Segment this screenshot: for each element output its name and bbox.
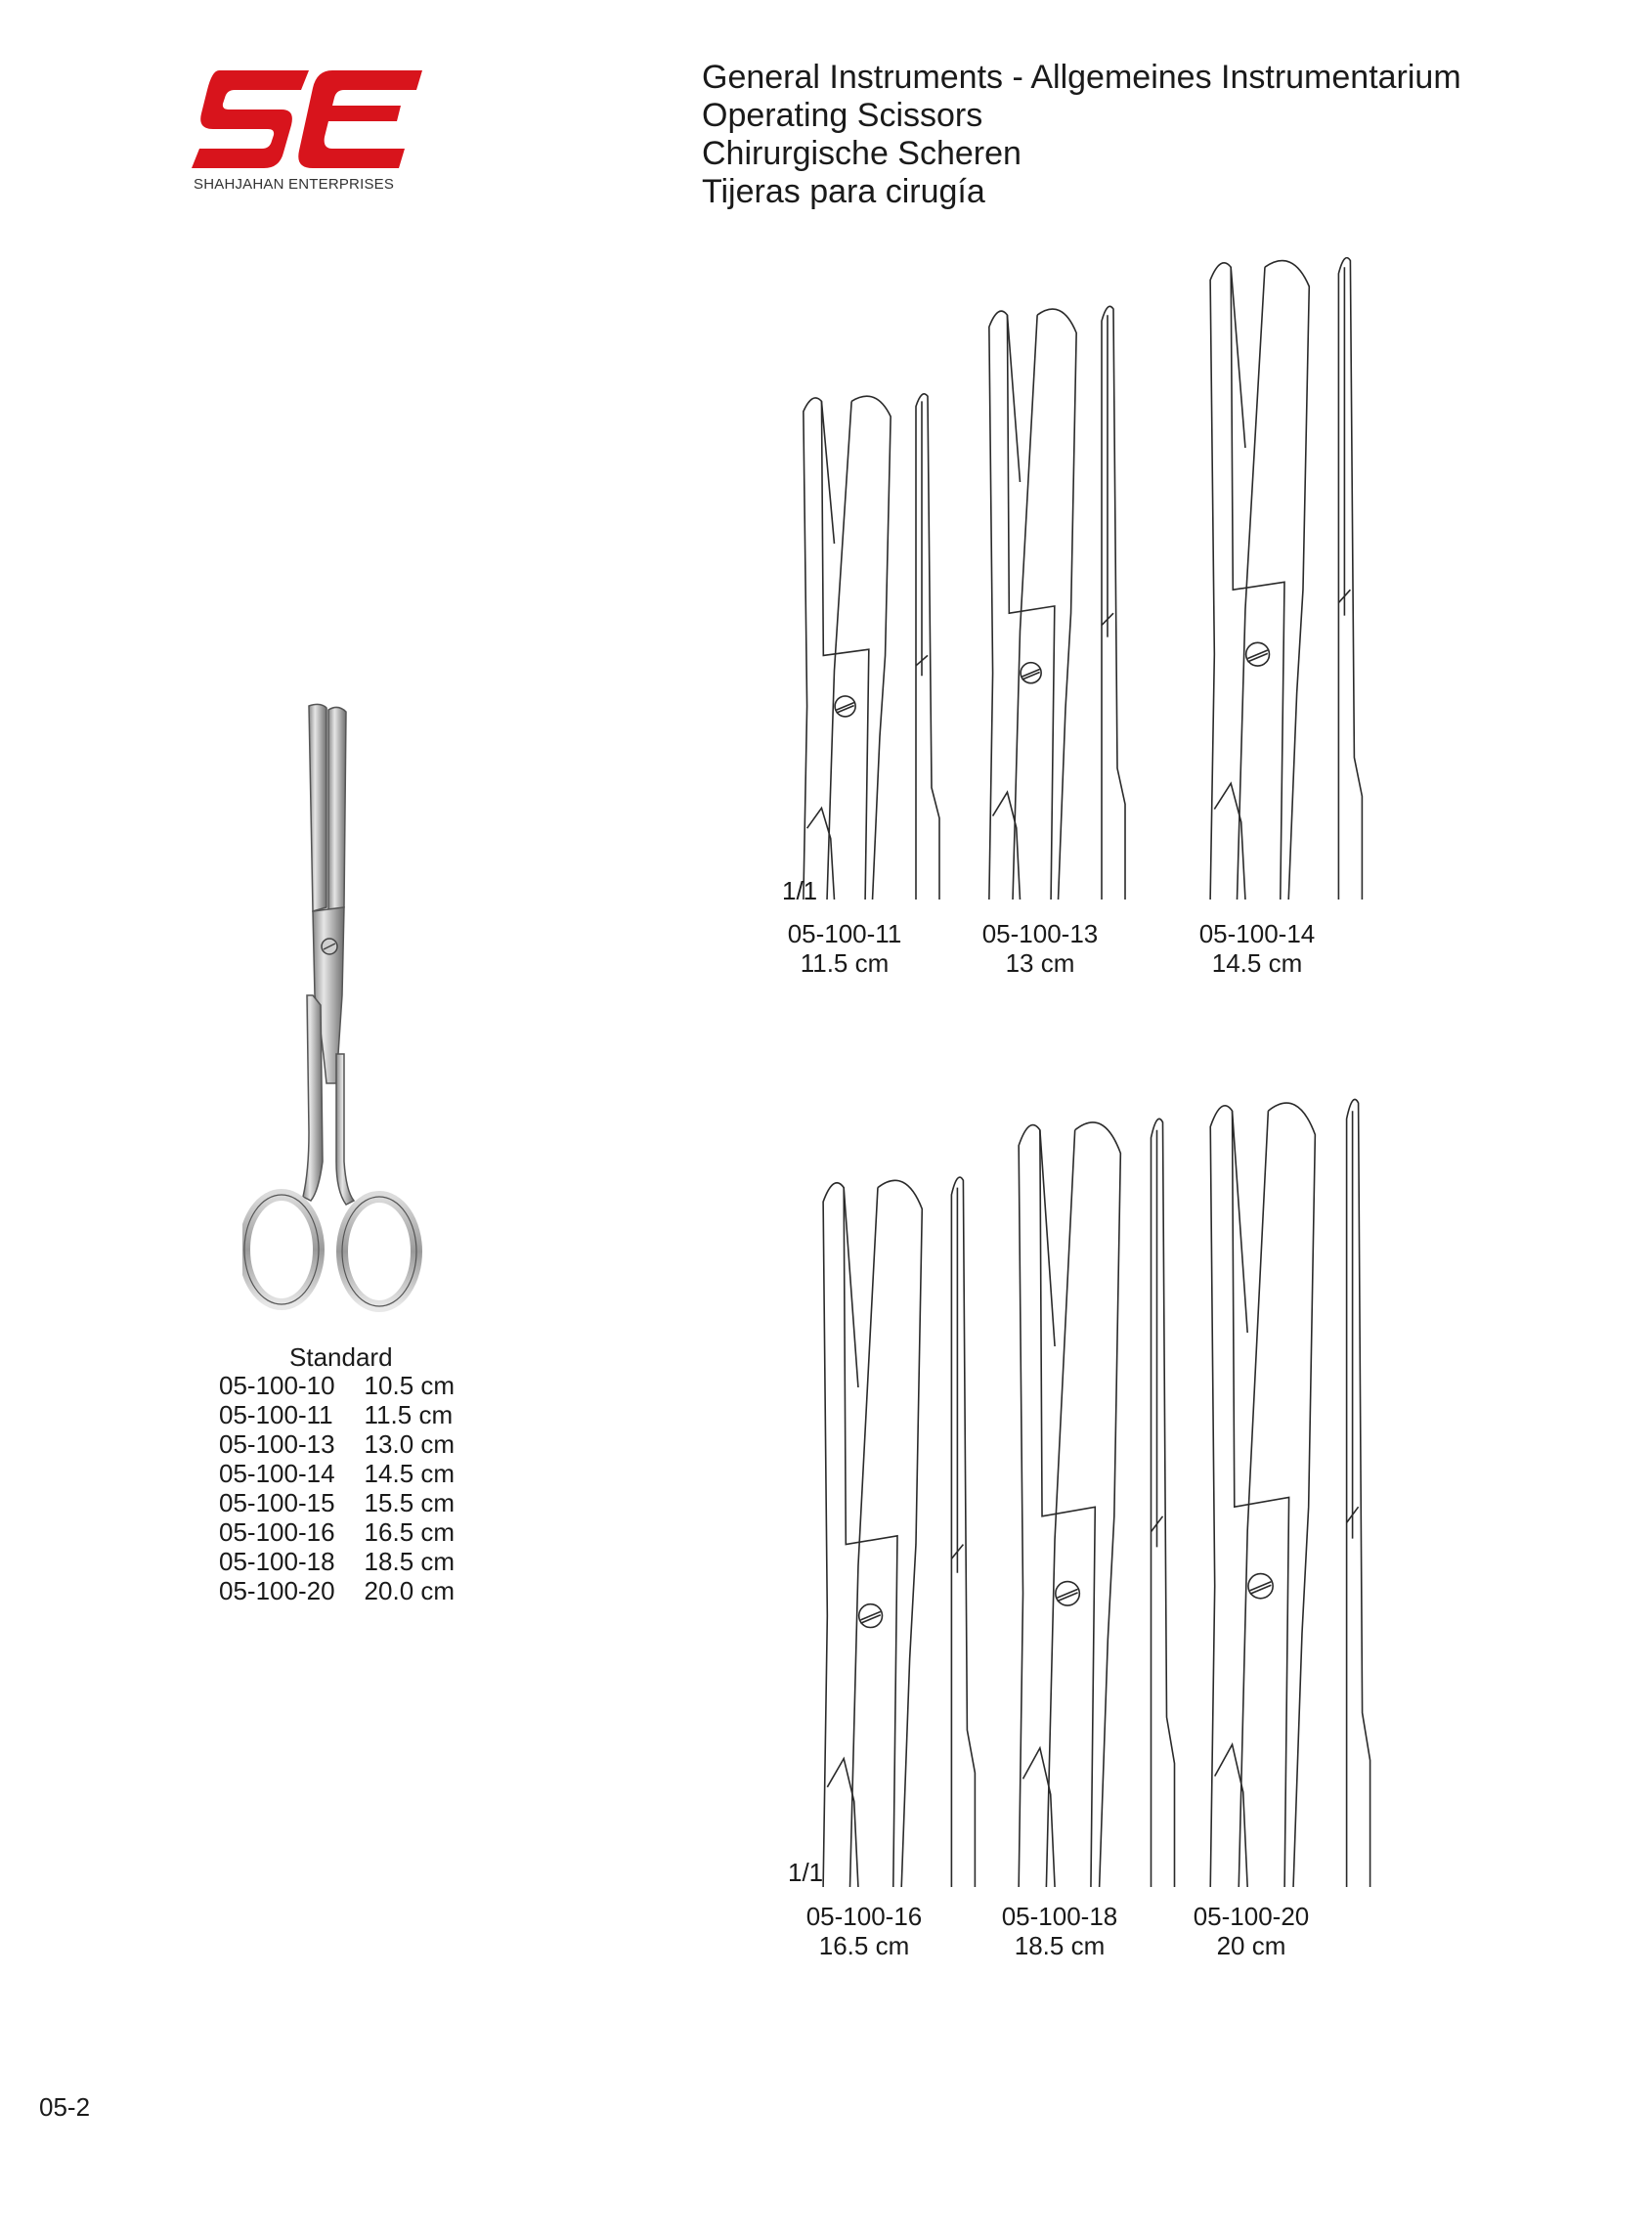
title-line-2: Operating Scissors <box>702 97 983 134</box>
scissors-outline-icon <box>1208 1095 1384 1887</box>
article-code: 05-100-10 <box>219 1371 335 1400</box>
title-line-3: Chirurgische Scheren <box>702 135 1022 172</box>
drawing-code: 05-100-20 <box>1193 1902 1310 1931</box>
standard-row <box>219 1459 455 1488</box>
se-monogram-icon <box>192 70 426 176</box>
article-code: 05-100-15 <box>219 1488 335 1517</box>
drawing-size: 11.5 cm <box>800 948 890 978</box>
scissors-outline-icon <box>1017 1115 1188 1887</box>
scissors-outline-icon <box>987 303 1134 900</box>
standard-row <box>219 1400 455 1429</box>
article-size: 18.5 cm <box>364 1547 456 1576</box>
standard-row <box>219 1371 455 1400</box>
article-size: 20.0 cm <box>364 1576 456 1605</box>
drawing-code: 05-100-16 <box>805 1902 923 1931</box>
article-code: 05-100-18 <box>219 1547 335 1576</box>
drawing-size: 20 cm <box>1216 1931 1286 1960</box>
standard-row <box>219 1576 455 1605</box>
article-size: 15.5 cm <box>364 1488 456 1517</box>
article-code: 05-100-14 <box>219 1459 335 1488</box>
standard-row <box>219 1547 455 1576</box>
standard-row <box>219 1429 455 1459</box>
scissors-outline-icon <box>1208 254 1374 900</box>
drawing-code: 05-100-18 <box>1001 1902 1118 1931</box>
drawing-size: 13 cm <box>1005 948 1075 978</box>
title-line-4: Tijeras para cirugía <box>702 173 985 210</box>
scale-label-top: 1/1 <box>782 876 818 905</box>
article-size: 13.0 cm <box>364 1429 456 1459</box>
scissors-icon <box>242 702 457 1328</box>
catalog-titles <box>702 59 1461 211</box>
drawing-size: 16.5 cm <box>818 1931 910 1960</box>
drawing-size: 14.5 cm <box>1211 948 1303 978</box>
drawing-code: 05-100-11 <box>787 919 902 948</box>
article-code: 05-100-11 <box>219 1400 333 1429</box>
company-name: SHAHJAHAN ENTERPRISES <box>194 176 395 193</box>
article-size: 11.5 cm <box>364 1400 454 1429</box>
standard-scissors-image <box>242 702 457 1328</box>
article-code: 05-100-20 <box>219 1576 335 1605</box>
scale-label-bottom: 1/1 <box>788 1858 824 1887</box>
standard-row <box>219 1517 455 1547</box>
title-line-1: General Instruments - Allgemeines Instrumentarium <box>702 59 1461 96</box>
drawing-code: 05-100-14 <box>1198 919 1316 948</box>
company-logo <box>192 70 426 198</box>
page-number: 05-2 <box>39 2092 91 2122</box>
standard-heading: Standard <box>289 1342 393 1372</box>
article-size: 16.5 cm <box>364 1517 456 1547</box>
scissors-outline-icon <box>802 391 948 900</box>
article-size: 14.5 cm <box>364 1459 456 1488</box>
drawing-size: 18.5 cm <box>1014 1931 1106 1960</box>
drawing-code: 05-100-13 <box>981 919 1099 948</box>
standard-size-table <box>219 1371 455 1605</box>
article-code: 05-100-16 <box>219 1517 335 1547</box>
article-code: 05-100-13 <box>219 1429 335 1459</box>
standard-row <box>219 1488 455 1517</box>
article-size: 10.5 cm <box>364 1371 456 1400</box>
scissors-outline-icon <box>821 1173 987 1887</box>
